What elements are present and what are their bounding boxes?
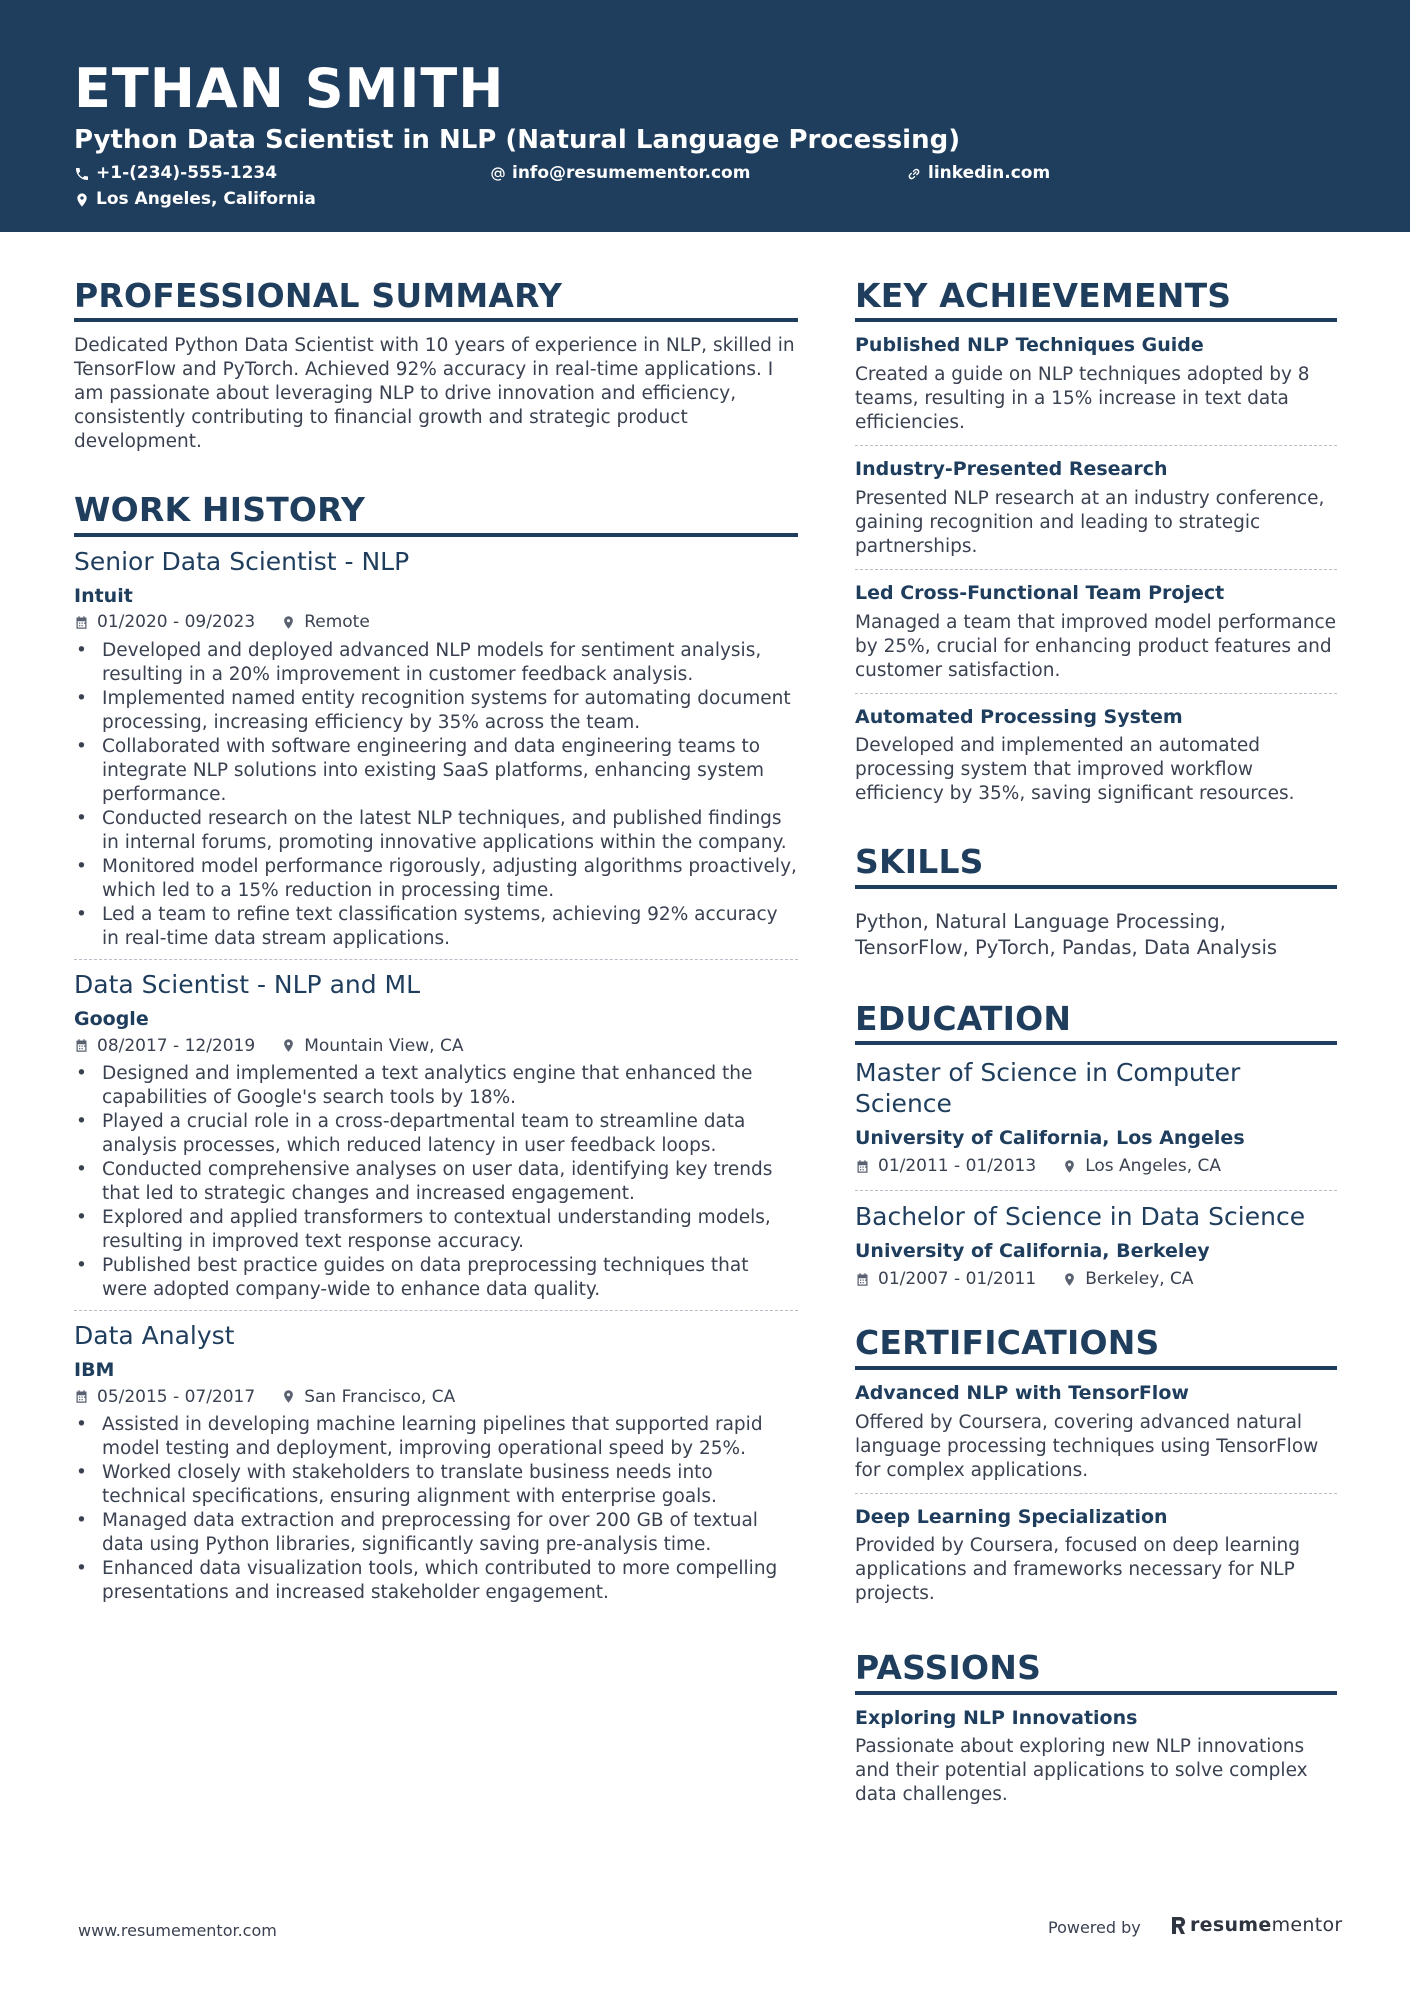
skills-list: Python, Natural Language Processing, TensorFlow, PyTorch, Pandas, Data Analysis [855, 909, 1278, 959]
job-bullet: • Monitored model performance rigorously, adjusting algorithms proactively, which led to a 15% reduction in processing time. [74, 855, 798, 903]
job-location: Remote [304, 612, 370, 633]
job-bullet: • Enhanced data visualization tools, which contributed to more compelling presentations and increased stakeholder engagement. [74, 1557, 798, 1605]
location-text: Los Angeles, California [96, 189, 316, 209]
job-company: Google [74, 1007, 149, 1030]
certification-desc: Offered by Coursera, covering advanced natural language processing techniques using TensorFlow for complex applications. [855, 1411, 1319, 1481]
footer-brand-logo[interactable] [1170, 1914, 1343, 1936]
education-degree: Bachelor of Science in Data Science [855, 1202, 1306, 1232]
certification-desc: Provided by Coursera, focused on deep learning applications and frameworks necessary for NLP projects. [855, 1535, 1300, 1605]
achievements-heading: KEY ACHIEVEMENTS [855, 278, 1337, 322]
calendar-icon [74, 1038, 89, 1053]
certification-item [855, 1506, 1337, 1617]
work-history-section [74, 492, 798, 1613]
passion-desc: Passionate about exploring new NLP innovations and their potential applications to solve complex data challenges. [855, 1736, 1308, 1806]
achievements-section [855, 278, 1337, 816]
location-pin-icon [74, 192, 90, 208]
job-bullet: • Implemented named entity recognition systems for automating document processing, increasing efficiency by 35% across the team. [74, 687, 798, 735]
job-bullet: • Worked closely with stakeholders to translate business needs into technical specifications, ensuring alignment with enterprise goals. [74, 1461, 798, 1509]
job-entry [74, 970, 798, 1311]
brand-light-text: mentor [1271, 1914, 1343, 1936]
achievement-desc: Presented NLP research at an industry conference, gaining recognition and leading to strategic partnerships. [855, 487, 1325, 557]
summary-heading: PROFESSIONAL SUMMARY [74, 278, 798, 322]
education-degree: Master of Science in Computer Science [855, 1058, 1241, 1119]
certification-title: Deep Learning Specialization [855, 1505, 1168, 1528]
location-pin-icon [281, 615, 296, 630]
job-dates: 08/2017 - 12/2019 [97, 1035, 256, 1056]
calendar-icon [74, 615, 89, 630]
resumementor-logo-icon [1170, 1914, 1186, 1936]
location-pin-icon [281, 1038, 296, 1053]
location-pin-icon [1062, 1272, 1077, 1287]
footer-powered-by: Powered by [1048, 1918, 1141, 1937]
calendar-icon [855, 1159, 870, 1174]
passions-section [855, 1650, 1337, 1817]
education-meta [855, 1156, 1337, 1176]
achievement-title: Industry-Presented Research [855, 458, 1168, 481]
linkedin-text: linkedin.com [928, 163, 1051, 183]
achievement-title: Published NLP Techniques Guide [855, 334, 1204, 357]
calendar-icon [855, 1272, 870, 1287]
job-bullet: • Managed data extraction and preprocessing for over 200 GB of textual data using Python libraries, significantly saving pre-analysis time. [74, 1509, 798, 1557]
skills-heading: SKILLS [855, 844, 1337, 888]
job-bullets [74, 1062, 798, 1302]
education-school: University of California, Berkeley [855, 1240, 1210, 1263]
passions-heading: PASSIONS [855, 1650, 1337, 1694]
certifications-section [855, 1325, 1337, 1616]
certifications-heading: CERTIFICATIONS [855, 1325, 1337, 1369]
right-column [855, 278, 1337, 1855]
job-bullet: • Explored and applied transformers to contextual understanding models, resulting in improved text response accuracy. [74, 1206, 798, 1254]
education-heading: EDUCATION [855, 1001, 1337, 1045]
education-dates: 01/2007 - 01/2011 [878, 1269, 1037, 1290]
contact-email[interactable] [490, 165, 750, 182]
job-bullets [74, 639, 798, 951]
phone-icon [74, 166, 90, 182]
job-dates: 01/2020 - 09/2023 [97, 612, 256, 633]
calendar-icon [74, 1389, 89, 1404]
job-location: Mountain View, CA [304, 1035, 464, 1056]
job-bullet: • Led a team to refine text classification systems, achieving 92% accuracy in real-time data stream applications. [74, 903, 798, 951]
job-role: Data Scientist - NLP and ML [74, 969, 421, 999]
education-school: University of California, Los Angeles [855, 1127, 1245, 1150]
achievement-desc: Created a guide on NLP techniques adopted by 8 teams, resulting in a 15% increase in text data efficiencies. [855, 364, 1310, 434]
job-bullet: • Conducted comprehensive analyses on user data, identifying key trends that led to strategic changes and increased engagement. [74, 1158, 798, 1206]
education-dates: 01/2011 - 01/2013 [878, 1155, 1037, 1176]
contact-location [74, 191, 316, 208]
achievement-item [855, 334, 1337, 446]
achievement-title: Led Cross-Functional Team Project [855, 581, 1225, 604]
job-bullet: • Developed and deployed advanced NLP models for sentiment analysis, resulting in a 20% improvement in customer feedback analysis. [74, 639, 798, 687]
education-section [855, 998, 1337, 1304]
location-pin-icon [1062, 1159, 1077, 1174]
brand-bold-text: resume [1190, 1914, 1272, 1936]
achievement-desc: Managed a team that improved model performance by 25%, crucial for enhancing product features and customer satisfaction. [855, 611, 1336, 681]
job-bullet: • Collaborated with software engineering and data engineering teams to integrate NLP solutions into existing SaaS platforms, enhancing system performance. [74, 735, 798, 807]
email-text: info@resumementor.com [512, 163, 751, 183]
job-bullets [74, 1413, 798, 1605]
location-pin-icon [281, 1389, 296, 1404]
link-icon [906, 166, 922, 182]
footer-url[interactable]: www.resumementor.com [78, 1921, 277, 1940]
job-role: Senior Data Scientist - NLP [74, 546, 410, 576]
job-meta [74, 1387, 798, 1407]
education-item [855, 1201, 1337, 1303]
summary-section [74, 278, 798, 454]
job-role: Data Analyst [74, 1320, 235, 1350]
candidate-title: Python Data Scientist in NLP (Natural Language Processing) [74, 125, 961, 155]
achievement-item [855, 458, 1337, 570]
work-history-heading: WORK HISTORY [74, 492, 798, 536]
job-dates: 05/2015 - 07/2017 [97, 1386, 256, 1407]
job-bullet: • Conducted research on the latest NLP techniques, and published findings in internal forums, promoting innovative applications within the company. [74, 807, 798, 855]
achievement-desc: Developed and implemented an automated processing system that improved workflow efficiency by 35%, saving significant resources. [855, 735, 1295, 805]
certification-item [855, 1382, 1337, 1494]
achievement-title: Automated Processing System [855, 705, 1183, 728]
resume-header [0, 0, 1410, 232]
passion-item [855, 1707, 1337, 1818]
job-bullet: • Played a crucial role in a cross-departmental team to streamline data analysis processes, which reduced latency in user feedback loops. [74, 1110, 798, 1158]
education-location: Berkeley, CA [1085, 1269, 1194, 1290]
job-bullet: • Published best practice guides on data preprocessing techniques that were adopted company-wide to enhance data quality. [74, 1254, 798, 1302]
job-meta [74, 1036, 798, 1056]
job-bullet: • Assisted in developing machine learning pipelines that supported rapid model testing and deployment, improving operational speed by 25%. [74, 1413, 798, 1461]
job-company: IBM [74, 1358, 115, 1381]
left-column [74, 278, 798, 1623]
contact-phone [74, 165, 277, 182]
job-location: San Francisco, CA [304, 1386, 456, 1407]
phone-text: +1-(234)-555-1234 [96, 163, 278, 183]
education-location: Los Angeles, CA [1085, 1155, 1222, 1176]
job-entry [74, 1321, 798, 1613]
job-meta [74, 612, 798, 632]
education-meta [855, 1269, 1337, 1289]
summary-text: Dedicated Python Data Scientist with 10 years of experience in NLP, skilled in TensorFlow and PyTorch. Achieved 92% accuracy in real-time applications. I am passionate about leveraging NLP to drive innovation and efficiency, consistently contributing to financial growth and strategic product development. [74, 335, 795, 453]
job-company: Intuit [74, 584, 133, 607]
skills-section [855, 844, 1337, 960]
job-entry [74, 547, 798, 960]
contact-linkedin[interactable] [906, 165, 1050, 182]
job-bullet: • Designed and implemented a text analytics engine that enhanced the capabilities of Google's search tools by 18%. [74, 1062, 798, 1110]
passion-title: Exploring NLP Innovations [855, 1706, 1138, 1729]
candidate-name: ETHAN SMITH [74, 57, 505, 120]
certification-title: Advanced NLP with TensorFlow [855, 1381, 1189, 1404]
achievement-item [855, 582, 1337, 694]
education-item [855, 1057, 1337, 1191]
at-icon [490, 166, 506, 182]
achievement-item [855, 706, 1337, 817]
